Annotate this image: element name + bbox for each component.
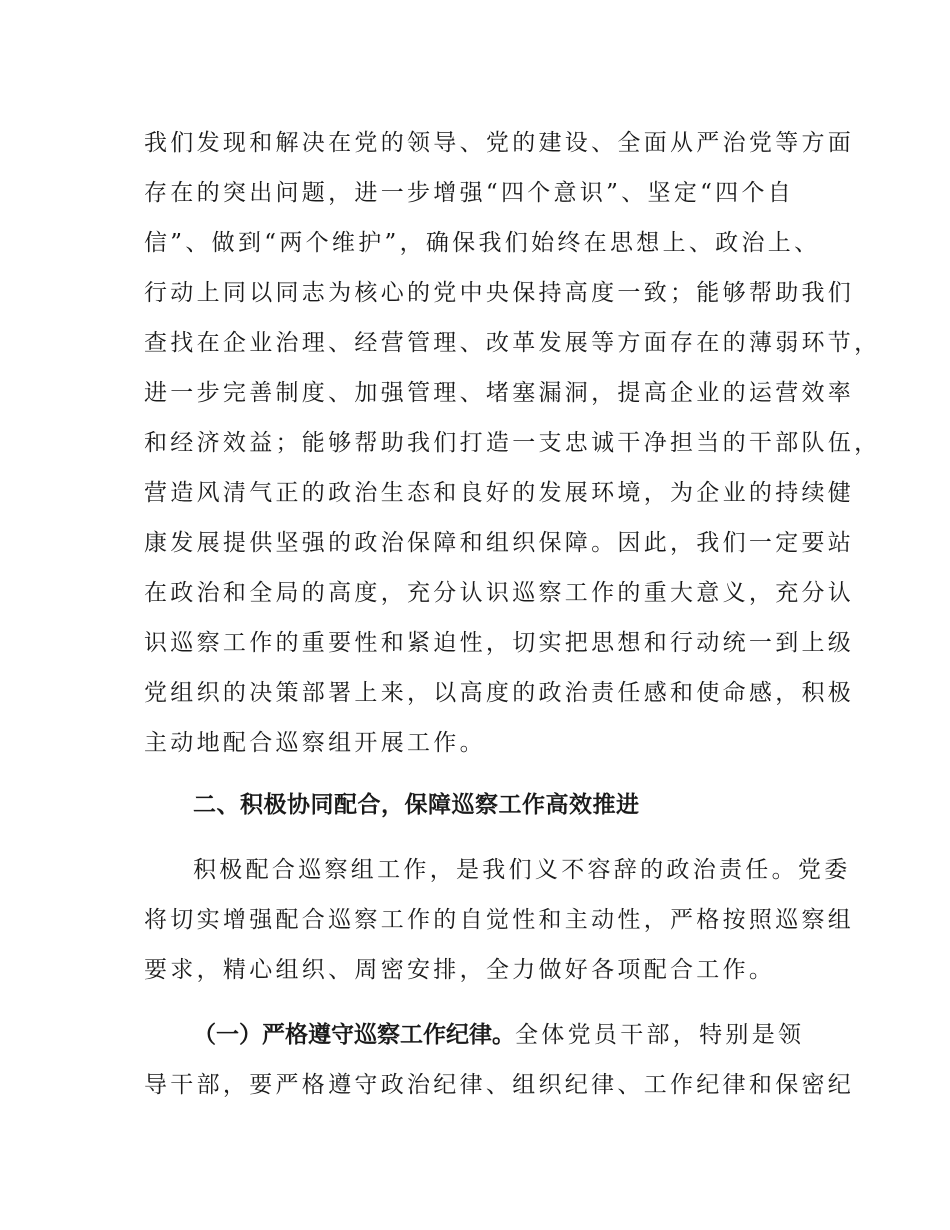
- section-heading: 二、积极协同配合，保障巡察工作高效推进: [193, 792, 640, 818]
- body-text-line: 营造风清气正的政治生态和良好的发展环境，为企业的持续健: [144, 480, 855, 506]
- body-text-line: 积极配合巡察组工作，是我们义不容辞的政治责任。党委: [193, 857, 851, 883]
- numbered-item: [193, 1020, 804, 1050]
- item-lead: （一）严格遵守巡察工作纪律。: [193, 1022, 515, 1048]
- body-text-line: 和经济效益；能够帮助我们打造一支忠诚干净担当的干部队伍，: [144, 430, 881, 456]
- body-text-line: 康发展提供坚强的政治保障和组织保障。因此，我们一定要站: [144, 530, 855, 556]
- body-text-line: 在政治和全局的高度，充分认识巡察工作的重大意义，充分认: [144, 580, 855, 606]
- body-text-line: 将切实增强配合巡察工作的自觉性和主动性，严格按照巡察组: [144, 907, 855, 933]
- body-text-line: 进一步完善制度、加强管理、堵塞漏洞，提高企业的运营效率: [144, 380, 855, 406]
- body-text-line: 信”、做到“两个维护”，确保我们始终在思想上、政治上、: [144, 230, 821, 256]
- item-text: 全体党员干部，特别是领: [515, 1022, 805, 1048]
- body-text-line: 主动地配合巡察组开展工作。: [144, 730, 486, 756]
- body-text-line: 存在的突出问题，进一步增强“四个意识”、坚定“四个自: [144, 180, 795, 206]
- body-text-line: 我们发现和解决在党的领导、党的建设、全面从严治党等方面: [144, 130, 855, 156]
- body-text-line: 识巡察工作的重要性和紧迫性，切实把思想和行动统一到上级: [144, 630, 855, 656]
- body-text-line: 党组织的决策部署上来，以高度的政治责任感和使命感，积极: [144, 680, 855, 706]
- body-text-line: 查找在企业治理、经营管理、改革发展等方面存在的薄弱环节，: [144, 330, 881, 356]
- body-text-line: 行动上同以同志为核心的党中央保持高度一致；能够帮助我们: [144, 280, 855, 306]
- body-text-line: 要求，精心组织、周密安排，全力做好各项配合工作。: [144, 957, 776, 983]
- body-text-line: 导干部，要严格遵守政治纪律、组织纪律、工作纪律和保密纪: [144, 1072, 855, 1098]
